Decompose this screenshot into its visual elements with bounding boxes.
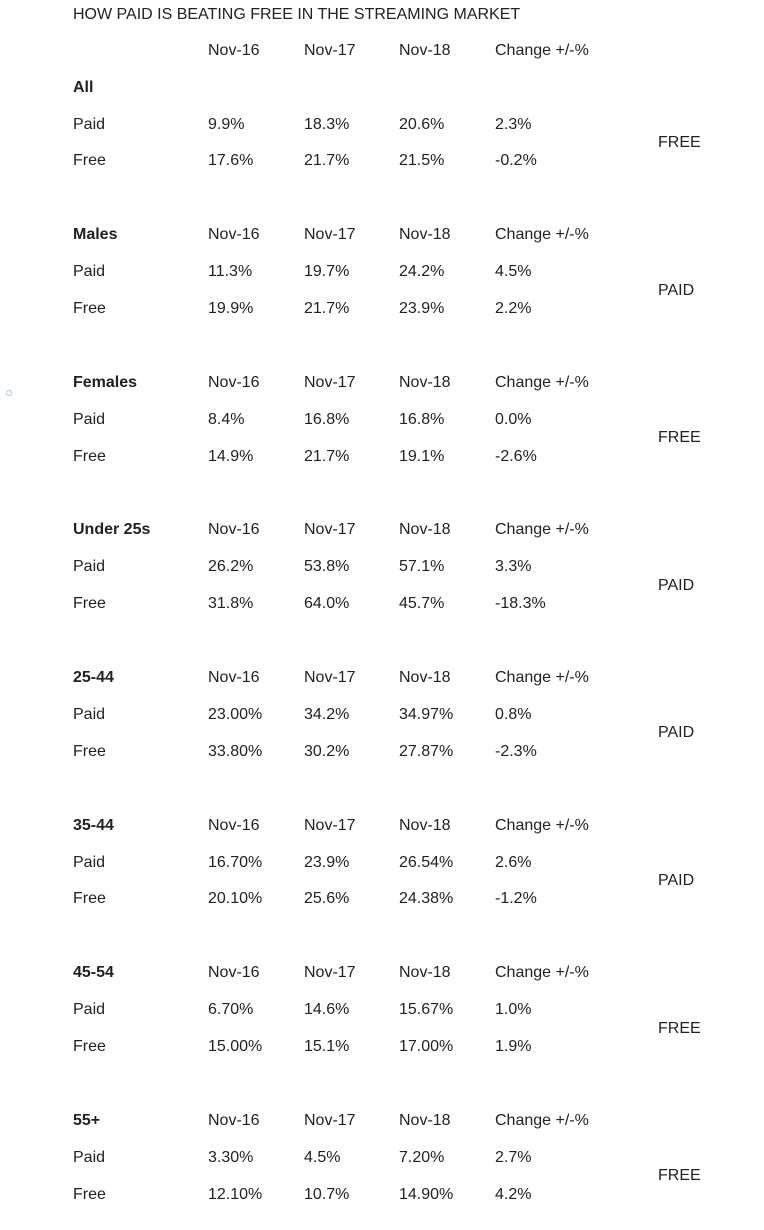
group-header-row — [0, 224, 640, 246]
group-header-row — [0, 519, 640, 541]
row-label: Free — [73, 743, 106, 760]
table-cell: 15.00% — [208, 1038, 263, 1055]
table-cell: 19.7% — [304, 263, 350, 280]
table-cell: 53.8% — [304, 558, 350, 575]
header-cell: Nov-16 — [208, 374, 260, 391]
group-45-54 — [0, 962, 764, 1082]
header-cell: Nov-16 — [208, 521, 260, 538]
header-cell: Nov-17 — [304, 226, 356, 243]
table-cell: 24.2% — [399, 263, 445, 280]
row-label: Free — [73, 300, 106, 317]
table-row-paid — [0, 261, 640, 283]
table-cell: 27.87% — [399, 743, 454, 760]
group-header-row — [0, 815, 640, 837]
table-row-free — [0, 593, 640, 615]
group-header-row — [0, 667, 640, 689]
table-cell: 15.1% — [304, 1038, 350, 1055]
table-cell: 25.6% — [304, 890, 350, 907]
row-label: Paid — [73, 854, 106, 871]
header-cell: Nov-16 — [208, 226, 260, 243]
header-cell: Nov-18 — [399, 42, 451, 59]
table-row-free — [0, 446, 640, 468]
header-cell: Nov-16 — [208, 42, 260, 59]
table-cell: 9.9% — [208, 116, 245, 133]
table-cell: -2.6% — [495, 448, 537, 465]
table-cell: 12.10% — [208, 1186, 263, 1203]
group-label: Females — [73, 374, 138, 391]
table-cell: 4.5% — [304, 1149, 341, 1166]
table-cell: 16.8% — [304, 411, 350, 428]
group-55-plus — [0, 1110, 764, 1230]
table-cell: 20.6% — [399, 116, 445, 133]
header-cell: Change +/-% — [495, 521, 589, 538]
verdict-label: PAID — [658, 577, 695, 594]
verdict-label: PAID — [658, 724, 695, 741]
verdict-label: FREE — [658, 134, 701, 151]
table-cell: 23.00% — [208, 706, 263, 723]
table-cell: 14.90% — [399, 1186, 454, 1203]
header-cell: Change +/-% — [495, 374, 589, 391]
table-cell: 21.7% — [304, 300, 350, 317]
table-row-paid — [0, 556, 640, 578]
table-row-free — [0, 150, 640, 172]
header-cell: Nov-16 — [208, 964, 260, 981]
table-cell: 45.7% — [399, 595, 445, 612]
row-label: Paid — [73, 116, 106, 133]
table-cell: 7.20% — [399, 1149, 445, 1166]
header-cell: Change +/-% — [495, 1112, 589, 1129]
row-label: Free — [73, 1186, 106, 1203]
table-cell: -18.3% — [495, 595, 546, 612]
table-cell: -1.2% — [495, 890, 537, 907]
table-row-free — [0, 298, 640, 320]
table-cell: 16.70% — [208, 854, 263, 871]
row-label: Paid — [73, 706, 106, 723]
group-label: 25-44 — [73, 669, 114, 686]
table-row-free — [0, 1184, 640, 1206]
group-under-25s — [0, 519, 764, 639]
table-cell: 0.8% — [495, 706, 532, 723]
table-cell: 18.3% — [304, 116, 350, 133]
header-cell: Nov-17 — [304, 1112, 356, 1129]
group-males — [0, 224, 764, 344]
table-cell: 30.2% — [304, 743, 350, 760]
header-cell: Nov-18 — [399, 964, 451, 981]
table-cell: 21.7% — [304, 152, 350, 169]
table-row-free — [0, 741, 640, 763]
verdict-label: FREE — [658, 1167, 701, 1184]
table-cell: -2.3% — [495, 743, 537, 760]
table-cell: 15.67% — [399, 1001, 454, 1018]
table-row-paid — [0, 999, 640, 1021]
page-title: HOW PAID IS BEATING FREE IN THE STREAMING MARKET — [73, 6, 521, 23]
row-label: Free — [73, 152, 106, 169]
table-cell: 3.30% — [208, 1149, 254, 1166]
header-cell: Change +/-% — [495, 964, 589, 981]
group-label: Males — [73, 226, 118, 243]
top-header-row — [0, 40, 764, 62]
table-cell: 10.7% — [304, 1186, 350, 1203]
header-cell: Nov-16 — [208, 669, 260, 686]
group-header-row — [0, 1110, 640, 1132]
table-cell: 3.3% — [495, 558, 532, 575]
group-label: 55+ — [73, 1112, 101, 1129]
verdict-label: PAID — [658, 872, 695, 889]
table-cell: 21.7% — [304, 448, 350, 465]
table-cell: 1.0% — [495, 1001, 532, 1018]
group-label: 45-54 — [73, 964, 114, 981]
header-cell: Change +/-% — [495, 669, 589, 686]
table-row-paid — [0, 114, 640, 136]
verdict-label: PAID — [658, 282, 695, 299]
group-header-row — [0, 372, 640, 394]
table-cell: 4.2% — [495, 1186, 532, 1203]
table-cell: 6.70% — [208, 1001, 254, 1018]
table-cell: 26.54% — [399, 854, 454, 871]
header-cell: Nov-17 — [304, 374, 356, 391]
table-cell: 14.9% — [208, 448, 254, 465]
header-cell: Nov-17 — [304, 669, 356, 686]
header-cell: Nov-18 — [399, 669, 451, 686]
table-row-paid — [0, 704, 640, 726]
header-cell: Change +/-% — [495, 817, 589, 834]
table-cell: 64.0% — [304, 595, 350, 612]
header-cell: Nov-16 — [208, 1112, 260, 1129]
row-label: Free — [73, 595, 106, 612]
row-label: Paid — [73, 558, 106, 575]
table-cell: 17.6% — [208, 152, 254, 169]
table-row-paid — [0, 409, 640, 431]
verdict-label: FREE — [658, 429, 701, 446]
table-cell: 17.00% — [399, 1038, 454, 1055]
table-cell: 4.5% — [495, 263, 532, 280]
table-cell: 2.3% — [495, 116, 532, 133]
table-row-paid — [0, 1147, 640, 1169]
table-cell: 8.4% — [208, 411, 245, 428]
header-cell: Nov-18 — [399, 226, 451, 243]
group-all — [0, 77, 764, 197]
group-header-row — [0, 77, 640, 99]
table-cell: 34.97% — [399, 706, 454, 723]
row-label: Paid — [73, 1149, 106, 1166]
table-cell: 31.8% — [208, 595, 254, 612]
table-cell: 20.10% — [208, 890, 263, 907]
row-label: Free — [73, 448, 106, 465]
header-cell: Nov-18 — [399, 817, 451, 834]
table-cell: 26.2% — [208, 558, 254, 575]
table-cell: 0.0% — [495, 411, 532, 428]
table-row-paid — [0, 852, 640, 874]
group-label: Under 25s — [73, 521, 151, 538]
group-25-44 — [0, 667, 764, 787]
table-cell: 19.9% — [208, 300, 254, 317]
group-label: 35-44 — [73, 817, 114, 834]
group-females — [0, 372, 764, 492]
group-35-44 — [0, 815, 764, 935]
table-row-free — [0, 1036, 640, 1058]
table-cell: 14.6% — [304, 1001, 350, 1018]
header-cell: Nov-17 — [304, 964, 356, 981]
table-cell: 11.3% — [208, 263, 253, 280]
table-cell: -0.2% — [495, 152, 537, 169]
header-cell: Nov-18 — [399, 374, 451, 391]
table-cell: 1.9% — [495, 1038, 532, 1055]
header-cell: Nov-18 — [399, 1112, 451, 1129]
table-cell: 19.1% — [399, 448, 445, 465]
table-cell: 33.80% — [208, 743, 263, 760]
table-cell: 21.5% — [399, 152, 445, 169]
row-label: Paid — [73, 1001, 106, 1018]
table-cell: 2.6% — [495, 854, 532, 871]
table-cell: 23.9% — [304, 854, 350, 871]
verdict-label: FREE — [658, 1020, 701, 1037]
header-cell: Nov-16 — [208, 817, 260, 834]
table-cell: 2.2% — [495, 300, 532, 317]
row-label: Free — [73, 1038, 106, 1055]
row-label: Paid — [73, 263, 106, 280]
row-label: Paid — [73, 411, 106, 428]
row-label: Free — [73, 890, 106, 907]
header-cell: Change +/-% — [495, 42, 589, 59]
group-label: All — [73, 79, 94, 96]
group-header-row — [0, 962, 640, 984]
table-cell: 24.38% — [399, 890, 454, 907]
header-cell: Nov-17 — [304, 521, 356, 538]
table-cell: 23.9% — [399, 300, 445, 317]
table-cell: 16.8% — [399, 411, 445, 428]
table-row-free — [0, 888, 640, 910]
table-cell: 57.1% — [399, 558, 445, 575]
header-cell: Nov-17 — [304, 817, 356, 834]
table-cell: 34.2% — [304, 706, 350, 723]
table-cell: 2.7% — [495, 1149, 532, 1166]
header-cell: Change +/-% — [495, 226, 589, 243]
header-cell: Nov-18 — [399, 521, 451, 538]
header-cell: Nov-17 — [304, 42, 356, 59]
